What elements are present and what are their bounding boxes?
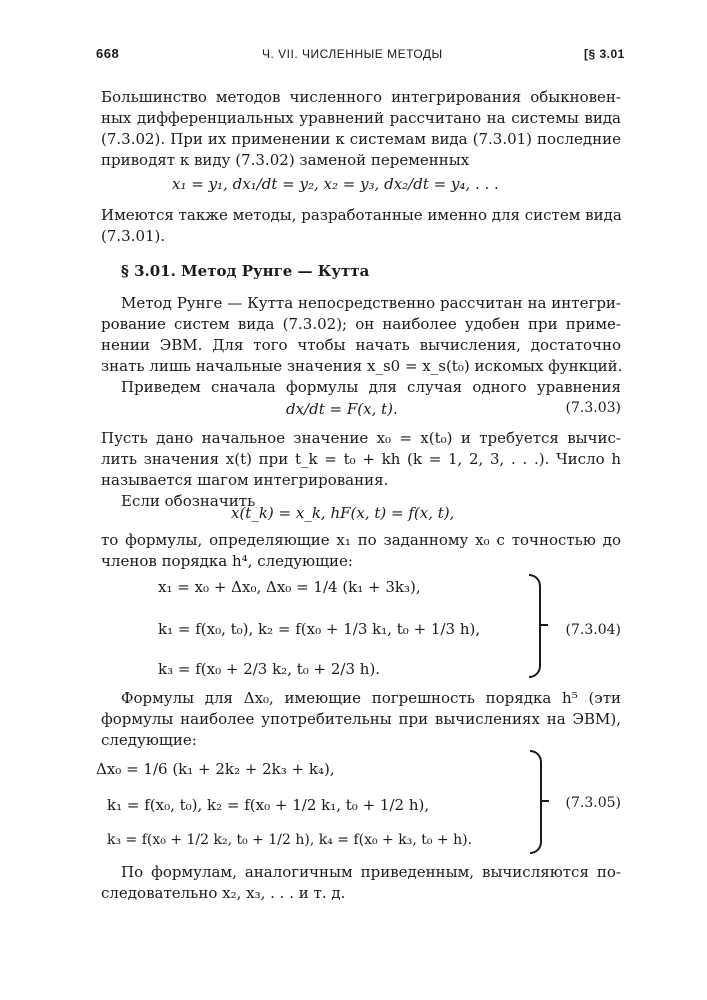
equation-number-7304: (7.3.04) bbox=[565, 622, 621, 638]
equation-number-7303: (7.3.03) bbox=[565, 400, 621, 416]
para3-line: лить значения x(t) при t_k = t₀ + kh (k = 1, 2, 3, . . .). Число h bbox=[101, 450, 621, 468]
intro-after-line: (7.3.01). bbox=[101, 227, 166, 245]
eq7304-line2: k₁ = f(x₀, t₀), k₂ = f(x₀ + 1/3 k₁, t₀ + 1/3 h), bbox=[158, 620, 481, 638]
para3-line: называется шагом интегрирования. bbox=[101, 471, 389, 489]
eq7304-line1: x₁ = x₀ + Δx₀, Δx₀ = 1/4 (k₁ + 3k₃), bbox=[158, 578, 421, 596]
equation-number-7305: (7.3.05) bbox=[565, 795, 621, 811]
intro-line: (7.3.02). При их применении к системам вида (7.3.01) последние bbox=[101, 130, 621, 148]
para2-line: Приведем сначала формулы для случая одного уравнения bbox=[121, 378, 621, 396]
para1-line: нении ЭВМ. Для того чтобы начать вычисления, достаточно bbox=[101, 336, 621, 354]
para5-line: членов порядка h⁴, следующие: bbox=[101, 552, 353, 570]
notation-formula-text: x(t_k) = x_k, hF(x, t) = f(x, t), bbox=[231, 504, 455, 522]
para7-line: По формулам, аналогичным приведенным, вычисляются по- bbox=[121, 863, 621, 881]
running-section: [§ 3.01 bbox=[584, 47, 625, 61]
section-title: § 3.01. Метод Рунге — Кутта bbox=[121, 262, 370, 280]
para6-line: формулы наиболее употребительны при вычислениях на ЭВМ), bbox=[101, 710, 621, 728]
para6-line: следующие: bbox=[101, 731, 197, 749]
para6-line: Формулы для Δx₀, имеющие погрешность порядка h⁵ (эти bbox=[121, 689, 621, 707]
substitution-formula bbox=[172, 166, 612, 198]
brace-tip-7304 bbox=[541, 624, 548, 626]
para1-line: знать лишь начальные значения x_s0 = x_s(t₀) искомых функций. bbox=[101, 357, 623, 375]
intro-line: Большинство методов численного интегрирования обыкновен- bbox=[101, 88, 621, 106]
brace-7304 bbox=[529, 574, 541, 678]
para1-line: рование систем вида (7.3.02); он наиболее удобен при приме- bbox=[101, 315, 621, 333]
para5-line: то формулы, определяющие x₁ по заданному x₀ с точностью до bbox=[101, 531, 621, 549]
para7-line: следовательно x₂, x₃, . . . и т. д. bbox=[101, 884, 346, 902]
brace-tip-7305 bbox=[542, 800, 549, 802]
intro-line: приводят к виду (7.3.02) заменой переменных bbox=[101, 151, 470, 169]
eq7305-line2: k₁ = f(x₀, t₀), k₂ = f(x₀ + 1/2 k₁, t₀ + 1/2 h), bbox=[107, 796, 430, 814]
eq7305-line1: Δx₀ = 1/6 (k₁ + 2k₂ + 2k₃ + k₄), bbox=[96, 760, 335, 778]
para1-line: Метод Рунге — Кутта непосредственно рассчитан на интегри- bbox=[121, 294, 621, 312]
brace-7305 bbox=[530, 750, 542, 854]
eq7305-line3: k₃ = f(x₀ + 1/2 k₂, t₀ + 1/2 h), k₄ = f(x₀ + k₃, t₀ + h). bbox=[107, 832, 473, 848]
running-title: Ч. VII. ЧИСЛЕННЫЕ МЕТОДЫ bbox=[262, 47, 443, 61]
para4-line: Если обозначить bbox=[121, 492, 256, 510]
intro-line: ных дифференциальных уравнений рассчитано на системы вида bbox=[101, 109, 621, 127]
eq7304-line3: k₃ = f(x₀ + 2/3 k₂, t₀ + 2/3 h). bbox=[158, 660, 381, 678]
intro-after-line: Имеются также методы, разработанные именно для систем вида bbox=[101, 206, 622, 224]
equation-7303-text: dx/dt = F(x, t). bbox=[286, 400, 398, 418]
para3-line: Пусть дано начальное значение x₀ = x(t₀) и требуется вычис- bbox=[101, 429, 621, 447]
substitution-formula-text: x₁ = y₁, dx₁/dt = y₂, x₂ = y₃, dx₂/dt = y₄, . . . bbox=[172, 175, 499, 193]
page-number: 668 bbox=[96, 46, 120, 61]
